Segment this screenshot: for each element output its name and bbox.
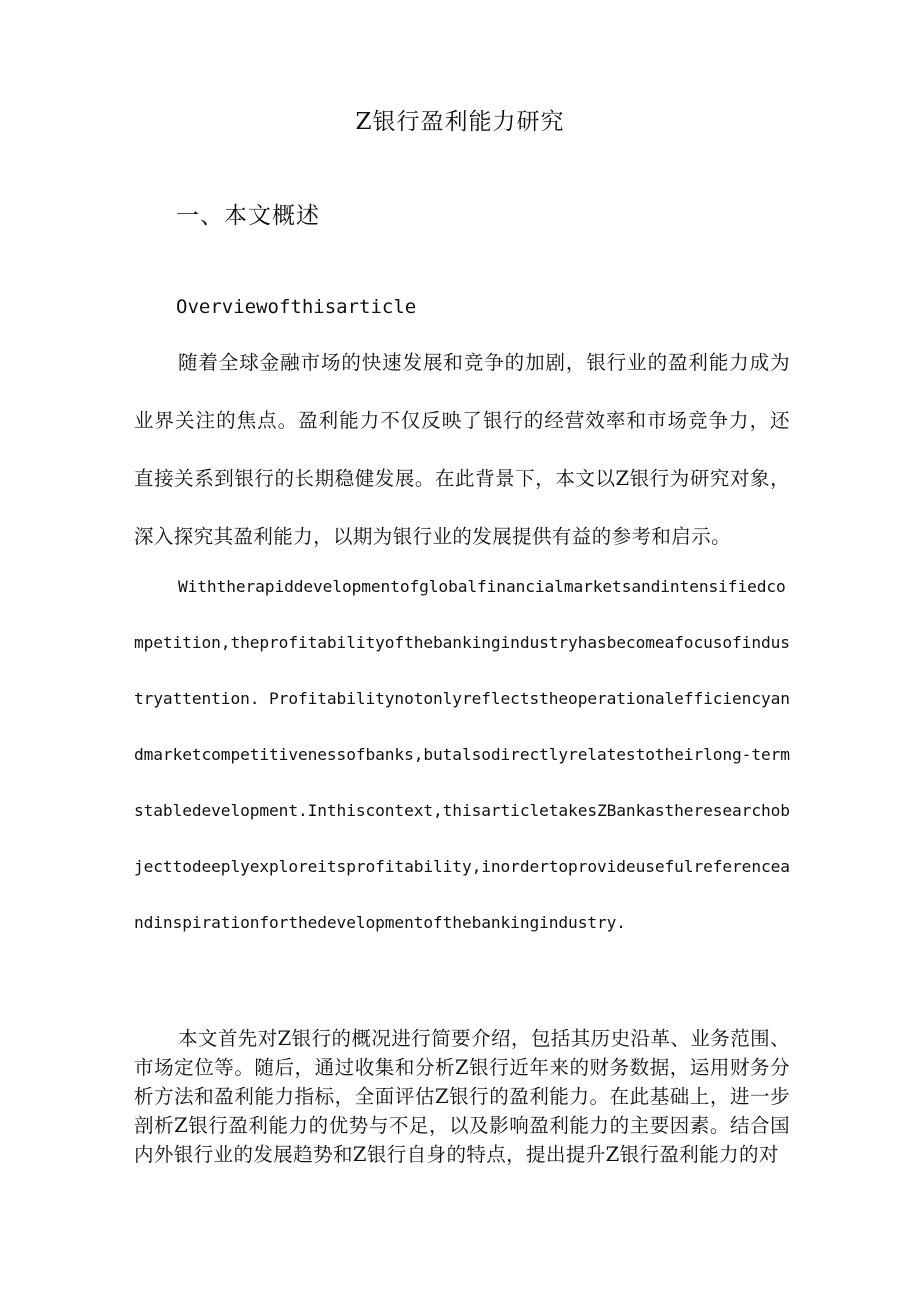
paragraph-en-intro: Withtherapiddevelopmentofglobalfinancialmarketsandintensifiedcompetition,theprofitabilityofthebankingindustryhasbecomeafocusofindustryattention. Profitabilitynotonlyreflectstheoperationalefficiencyandmarketcompetitivenessofbanks,butalsodirectlyrelatestotheirlong-termstabledevelopment.Inthiscontext,thisarticletakesZBankastheresearchobjecttodeeplyexploreitsprofitability,inordertoprovideusefulreferenceandinspirationforthedevelopmentofthebankingindustry.	[134, 577, 790, 932]
document-title: Z银行盈利能力研究	[355, 109, 565, 135]
paragraph-cn-intro: 随着全球金融市场的快速发展和竞争的加剧，银行业的盈利能力成为业界关注的焦点。盈利能力不仅反映了银行的经营效率和市场竞争力，还直接关系到银行的长期稳健发展。在此背景下，本文以Z银行为研究对象，深入探究其盈利能力，以期为银行业的发展提供有益的参考和启示。	[134, 351, 790, 548]
section-heading: 一、本文概述	[176, 203, 320, 229]
paragraph-cn-outline: 本文首先对Z银行的概况进行简要介绍，包括其历史沿革、业务范围、市场定位等。随后，通过收集和分析Z银行近年来的财务数据，运用财务分析方法和盈利能力指标，全面评估Z银行的盈利能力。在此基础上，进一步剖析Z银行盈利能力的优势与不足，以及影响盈利能力的主要因素。结合国内外银行业的发展趋势和Z银行自身的特点，提出提升Z银行盈利能力的对	[134, 1027, 790, 1166]
overview-label: Overviewofthisarticle	[176, 296, 417, 318]
